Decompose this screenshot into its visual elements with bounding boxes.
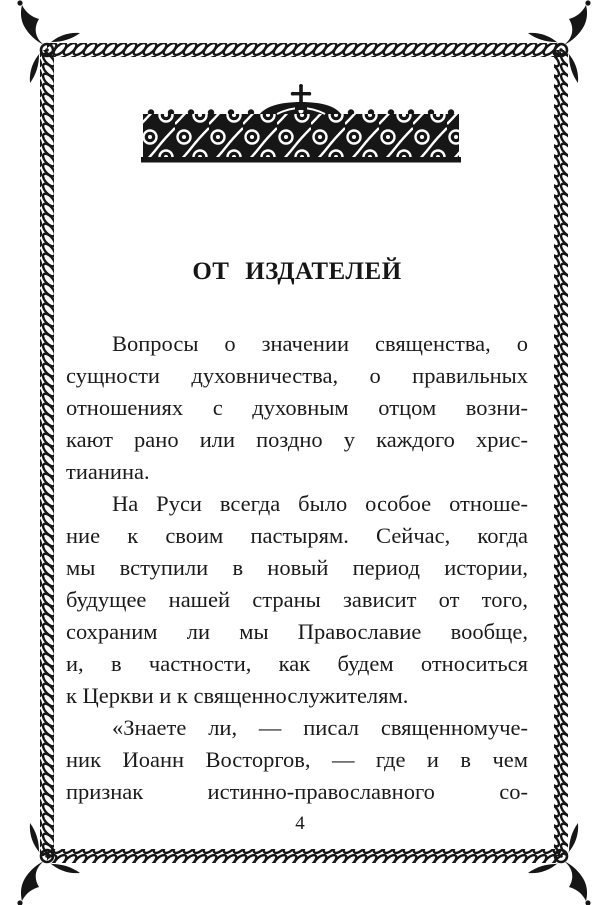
text-line: кают рано или поздно у каждого хрис- [66, 427, 528, 452]
text-line: ник Иоанн Восторгов, — где и в чем [66, 747, 528, 772]
text-line: сохраним ли мы Православие вообще, [66, 619, 528, 644]
rope-left [40, 50, 54, 856]
body-text [66, 328, 528, 808]
text-line: признак истинно-православного со- [66, 779, 528, 804]
page-title: ОТ ИЗДАТЕЛЕЙ [192, 258, 402, 285]
text-line: мы вступили в новый период истории, [66, 555, 528, 580]
text-line: тианина. [66, 459, 150, 484]
text-line: На Руси всегда было особое отноше- [112, 491, 528, 516]
rope-top [47, 43, 561, 57]
text-line: отношениях с духовным отцом возни- [66, 395, 528, 420]
rope-bottom [47, 849, 561, 863]
ornament-scrollwork [143, 114, 459, 157]
page-number: 4 [295, 813, 305, 834]
text-line: к Церкви и к священнослужителям. [66, 683, 409, 708]
headpiece-baseline [141, 157, 461, 163]
text-line: «Знаете ли, — писал священномуче- [112, 715, 528, 740]
text-line: ние к своим пастырям. Сейчас, когда [66, 523, 528, 548]
text-line: будущее нашей страны зависит от того, [66, 587, 528, 612]
text-line: и, в частности, как будем относиться [66, 651, 528, 676]
headpiece-ornament [141, 84, 461, 164]
rope-right [554, 50, 568, 856]
text-line: сущности духовничества, о правильных [66, 363, 528, 388]
text-line: Вопросы о значении священства, о [112, 331, 528, 356]
